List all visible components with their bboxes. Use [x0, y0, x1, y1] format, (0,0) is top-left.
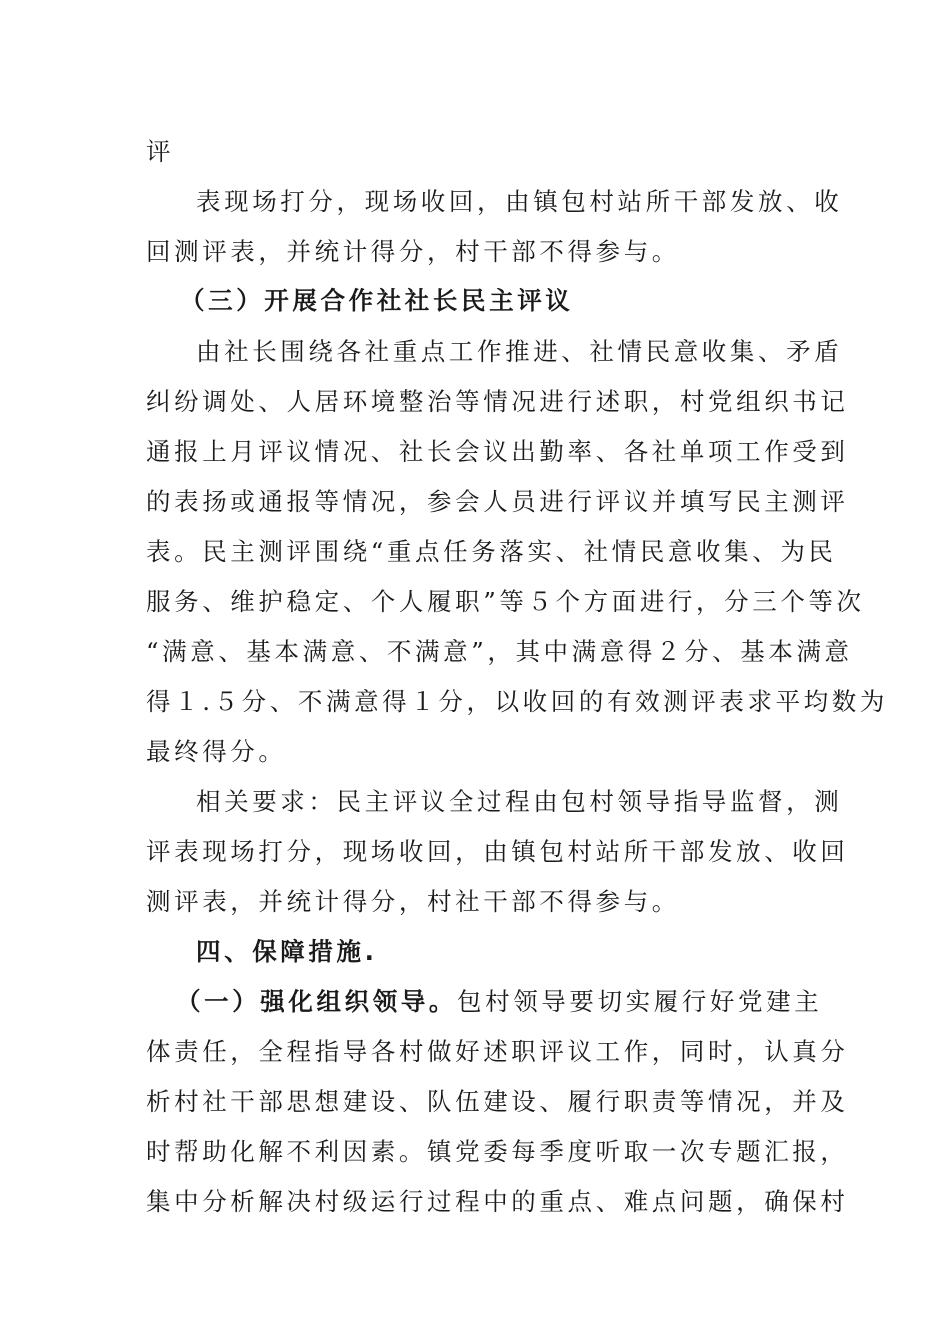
text-line: “满意、基本满意、不满意”，其中满意得２分、基本满意 — [146, 637, 853, 666]
text-line: 由社长围绕各社重点工作推进、社情民意收集、矛盾 — [196, 337, 843, 366]
text-line: 相关要求：民主评议全过程由包村领导指导监督，测 — [196, 787, 843, 816]
text-line: 表。民主测评围绕“重点任务落实、社情民意收集、为民 — [146, 537, 837, 566]
text-line: 通报上月评议情况、社长会议出勤率、各社单项工作受到 — [146, 437, 849, 466]
text-run: 包村领导要切实履行好党建主 — [457, 987, 823, 1016]
text-line: 体责任，全程指导各村做好述职评议工作，同时，认真分 — [146, 1037, 849, 1066]
text-line: 服务、维护稳定、个人履职”等５个方面进行，分三个等次 — [146, 587, 865, 616]
text-line: 表现场打分，现场收回，由镇包村站所干部发放、收 — [196, 187, 843, 216]
text-line: 评表现场打分，现场收回，由镇包村站所干部发放、收回 — [146, 837, 849, 866]
text-line — [176, 984, 823, 1020]
text-line: 集中分析解决村级运行过程中的重点、难点问题，确保村 — [146, 1187, 849, 1216]
section-heading: （三）开展合作社社长民主评议 — [180, 286, 574, 315]
text-line: 得１.５分、不满意得１分，以收回的有效测评表求平均数为 — [146, 687, 888, 716]
text-line: 时帮助化解不利因素。镇党委每季度听取一次专题汇报， — [146, 1137, 849, 1166]
text-line: 的表扬或通报等情况，参会人员进行评议并填写民主测评 — [146, 487, 849, 516]
text-line: 析村社干部思想建设、队伍建设、履行职责等情况，并及 — [146, 1087, 849, 1116]
section-heading: 四、保障措施. — [196, 937, 378, 966]
subsection-heading: （一）强化组织领导。 — [176, 987, 457, 1016]
text-line: 回测评表，并统计得分，村干部不得参与。 — [146, 237, 680, 266]
text-line: 最终得分。 — [146, 737, 287, 766]
text-line: 评 — [146, 137, 175, 166]
text-line: 纠纷调处、人居环境整治等情况进行述职，村党组织书记 — [146, 387, 849, 416]
text-line: 测评表，并统计得分，村社干部不得参与。 — [146, 887, 680, 916]
